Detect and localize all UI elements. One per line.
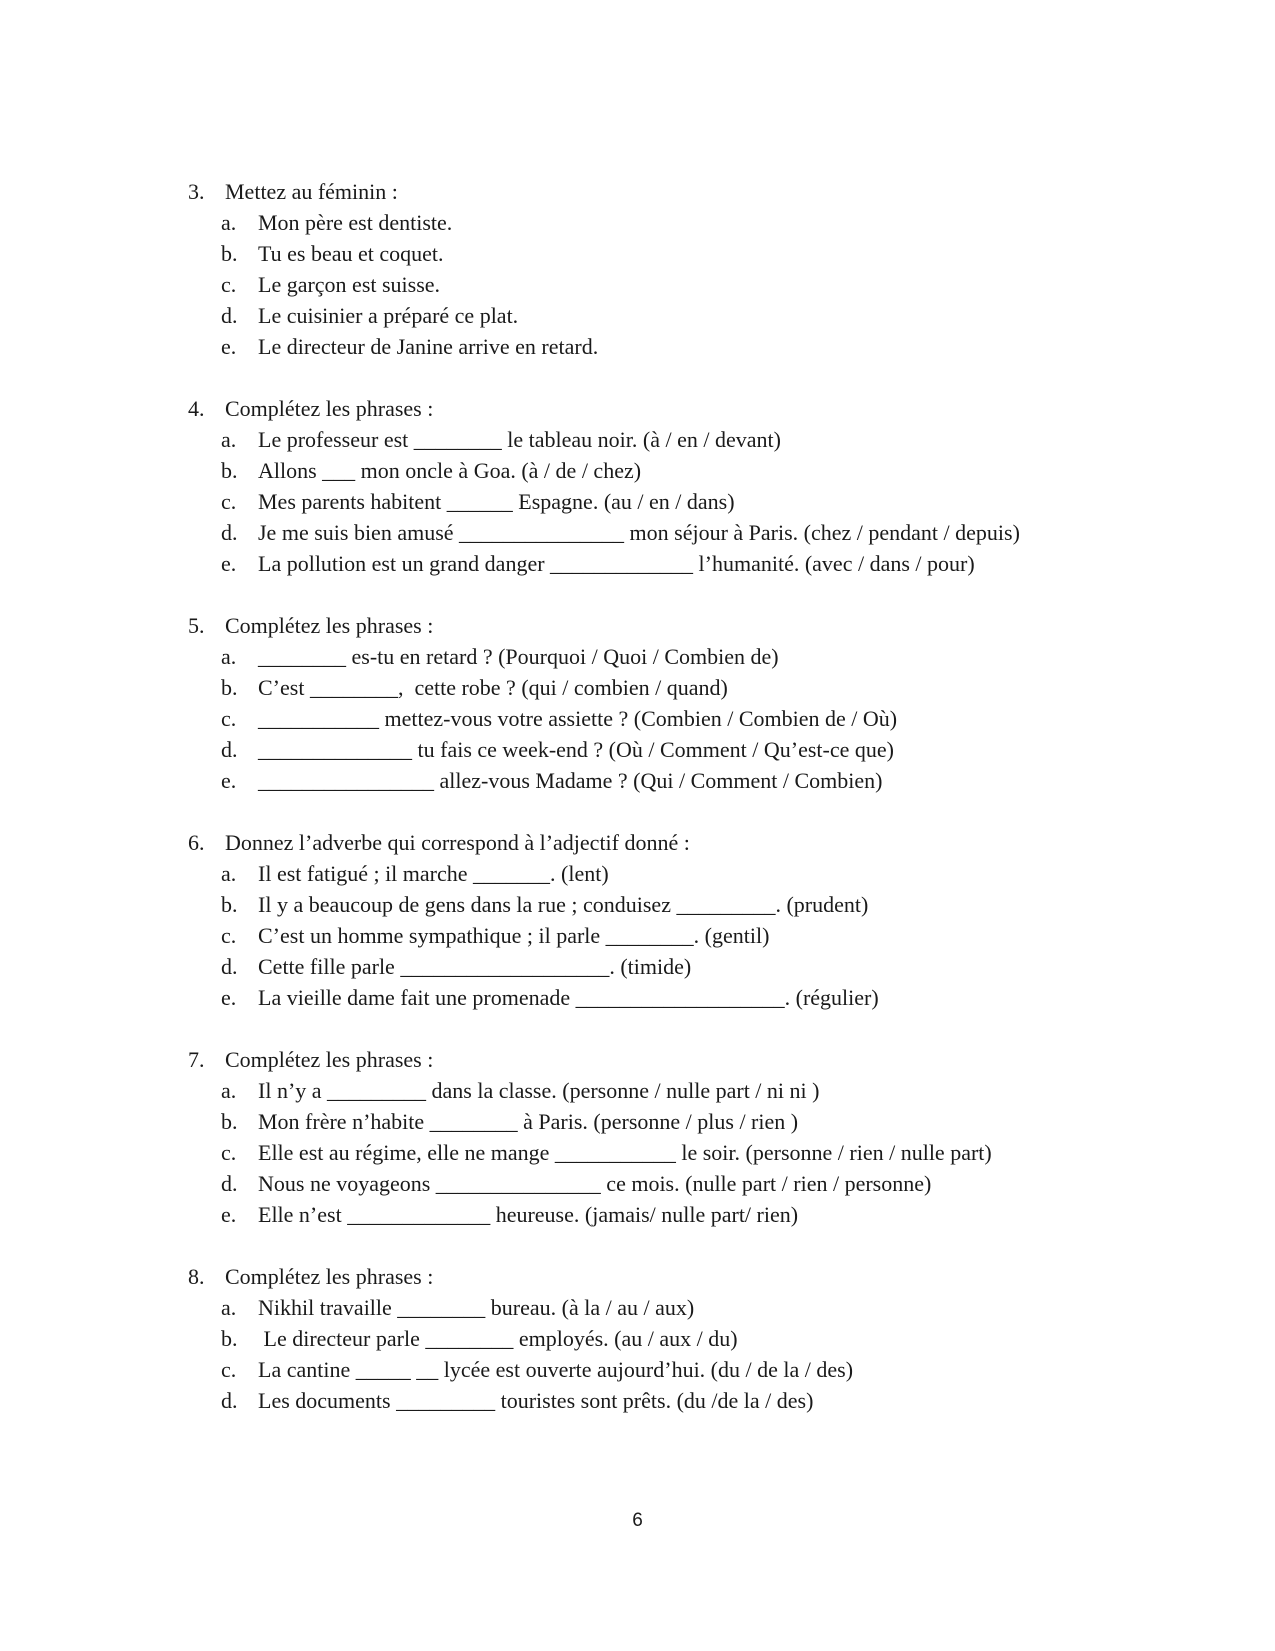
item-letter: b. [221, 241, 238, 266]
item-text: Le directeur de Janine arrive en retard. [258, 334, 599, 359]
item-letter: e. [221, 551, 237, 576]
page-number: 6 [632, 1510, 643, 1531]
item-text: Mon frère n’habite ________ à Paris. (personne / plus / rien ) [258, 1109, 799, 1134]
question-number: 6. [188, 830, 205, 855]
question-3 [188, 176, 1088, 362]
item-text: Nous ne voyageons _______________ ce mois. (nulle part / rien / personne) [258, 1171, 932, 1196]
question-title: Complétez les phrases : [225, 396, 434, 421]
question-title: Complétez les phrases : [225, 1264, 434, 1289]
list-item [188, 455, 1088, 486]
list-item [188, 1292, 1088, 1323]
item-letter: d. [221, 737, 238, 762]
item-letter: a. [221, 1078, 237, 1103]
item-letter: a. [221, 644, 237, 669]
question-heading [188, 1261, 1088, 1292]
list-item [188, 548, 1088, 579]
item-text: Elle est au régime, elle ne mange ___________ le soir. (personne / rien / nulle part) [258, 1140, 992, 1165]
question-heading [188, 610, 1088, 641]
item-text: Il n’y a _________ dans la classe. (personne / nulle part / ni ni ) [258, 1078, 820, 1103]
list-item [188, 858, 1088, 889]
list-item [188, 920, 1088, 951]
item-letter: d. [221, 1388, 238, 1413]
question-list [188, 176, 1088, 1447]
item-text: ______________ tu fais ce week-end ? (Où / Comment / Qu’est-ce que) [258, 737, 894, 762]
list-item [188, 1323, 1088, 1354]
item-letter: b. [221, 1109, 238, 1134]
question-number: 8. [188, 1264, 205, 1289]
question-number: 3. [188, 179, 205, 204]
question-4 [188, 393, 1088, 579]
item-text: Elle n’est _____________ heureuse. (jamais/ nulle part/ rien) [258, 1202, 799, 1227]
item-letter: e. [221, 1202, 237, 1227]
list-item [188, 300, 1088, 331]
list-item [188, 1354, 1088, 1385]
item-text: ________ es-tu en retard ? (Pourquoi / Quoi / Combien de) [258, 644, 779, 669]
question-title: Mettez au féminin : [225, 179, 398, 204]
item-letter: c. [221, 272, 237, 297]
item-letter: d. [221, 1171, 238, 1196]
item-letter: b. [221, 1326, 238, 1351]
question-title: Complétez les phrases : [225, 1047, 434, 1072]
list-item [188, 331, 1088, 362]
item-letter: e. [221, 768, 237, 793]
item-text: Le garçon est suisse. [258, 272, 441, 297]
list-item [188, 238, 1088, 269]
question-heading [188, 1044, 1088, 1075]
item-letter: c. [221, 1357, 237, 1382]
item-text: La pollution est un grand danger _____________ l’humanité. (avec / dans / pour) [258, 551, 975, 576]
item-letter: b. [221, 675, 238, 700]
item-text: Tu es beau et coquet. [258, 241, 444, 266]
item-letter: b. [221, 458, 238, 483]
item-letter: d. [221, 520, 238, 545]
list-item [188, 951, 1088, 982]
item-text: ________________ allez-vous Madame ? (Qui / Comment / Combien) [258, 768, 883, 793]
item-text: Mon père est dentiste. [258, 210, 453, 235]
item-text: Il y a beaucoup de gens dans la rue ; conduisez _________. (prudent) [258, 892, 869, 917]
question-number: 7. [188, 1047, 205, 1072]
item-text: C’est ________, cette robe ? (qui / combien / quand) [258, 675, 728, 700]
item-text: La vieille dame fait une promenade ___________________. (régulier) [258, 985, 879, 1010]
list-item [188, 1106, 1088, 1137]
item-text: Cette fille parle ___________________. (timide) [258, 954, 692, 979]
item-letter: d. [221, 303, 238, 328]
question-number: 5. [188, 613, 205, 638]
question-heading [188, 827, 1088, 858]
question-8 [188, 1261, 1088, 1416]
item-letter: b. [221, 892, 238, 917]
question-title: Complétez les phrases : [225, 613, 434, 638]
list-item [188, 424, 1088, 455]
list-item [188, 207, 1088, 238]
item-letter: a. [221, 210, 237, 235]
item-text: Nikhil travaille ________ bureau. (à la / au / aux) [258, 1295, 695, 1320]
list-item [188, 517, 1088, 548]
list-item [188, 672, 1088, 703]
item-letter: a. [221, 1295, 237, 1320]
item-letter: c. [221, 923, 237, 948]
item-text: Le directeur parle ________ employés. (au / aux / du) [258, 1326, 738, 1351]
item-text: La cantine _____ __ lycée est ouverte aujourd’hui. (du / de la / des) [258, 1357, 854, 1382]
list-item [188, 1137, 1088, 1168]
list-item [188, 982, 1088, 1013]
item-text: Les documents _________ touristes sont prêts. (du /de la / des) [258, 1388, 814, 1413]
item-letter: e. [221, 334, 237, 359]
list-item [188, 1199, 1088, 1230]
item-letter: a. [221, 427, 237, 452]
list-item [188, 889, 1088, 920]
list-item [188, 269, 1088, 300]
item-letter: d. [221, 954, 238, 979]
item-text: Le cuisinier a préparé ce plat. [258, 303, 519, 328]
item-letter: c. [221, 1140, 237, 1165]
item-letter: c. [221, 706, 237, 731]
list-item [188, 765, 1088, 796]
question-5 [188, 610, 1088, 796]
list-item [188, 486, 1088, 517]
item-letter: a. [221, 861, 237, 886]
question-6 [188, 827, 1088, 1013]
item-text: C’est un homme sympathique ; il parle ________. (gentil) [258, 923, 770, 948]
item-text: Il est fatigué ; il marche _______. (lent) [258, 861, 609, 886]
list-item [188, 641, 1088, 672]
list-item [188, 1075, 1088, 1106]
question-7 [188, 1044, 1088, 1230]
item-text: Le professeur est ________ le tableau noir. (à / en / devant) [258, 427, 781, 452]
list-item [188, 1385, 1088, 1416]
list-item [188, 734, 1088, 765]
item-letter: e. [221, 985, 237, 1010]
item-text: Mes parents habitent ______ Espagne. (au / en / dans) [258, 489, 735, 514]
list-item [188, 1168, 1088, 1199]
item-letter: c. [221, 489, 237, 514]
item-text: Je me suis bien amusé _______________ mon séjour à Paris. (chez / pendant / depuis) [258, 520, 1020, 545]
question-title: Donnez l’adverbe qui correspond à l’adjectif donné : [225, 830, 690, 855]
item-text: Allons ___ mon oncle à Goa. (à / de / chez) [258, 458, 642, 483]
list-item [188, 703, 1088, 734]
question-number: 4. [188, 396, 205, 421]
question-heading [188, 176, 1088, 207]
item-text: ___________ mettez-vous votre assiette ? (Combien / Combien de / Où) [258, 706, 898, 731]
question-heading [188, 393, 1088, 424]
